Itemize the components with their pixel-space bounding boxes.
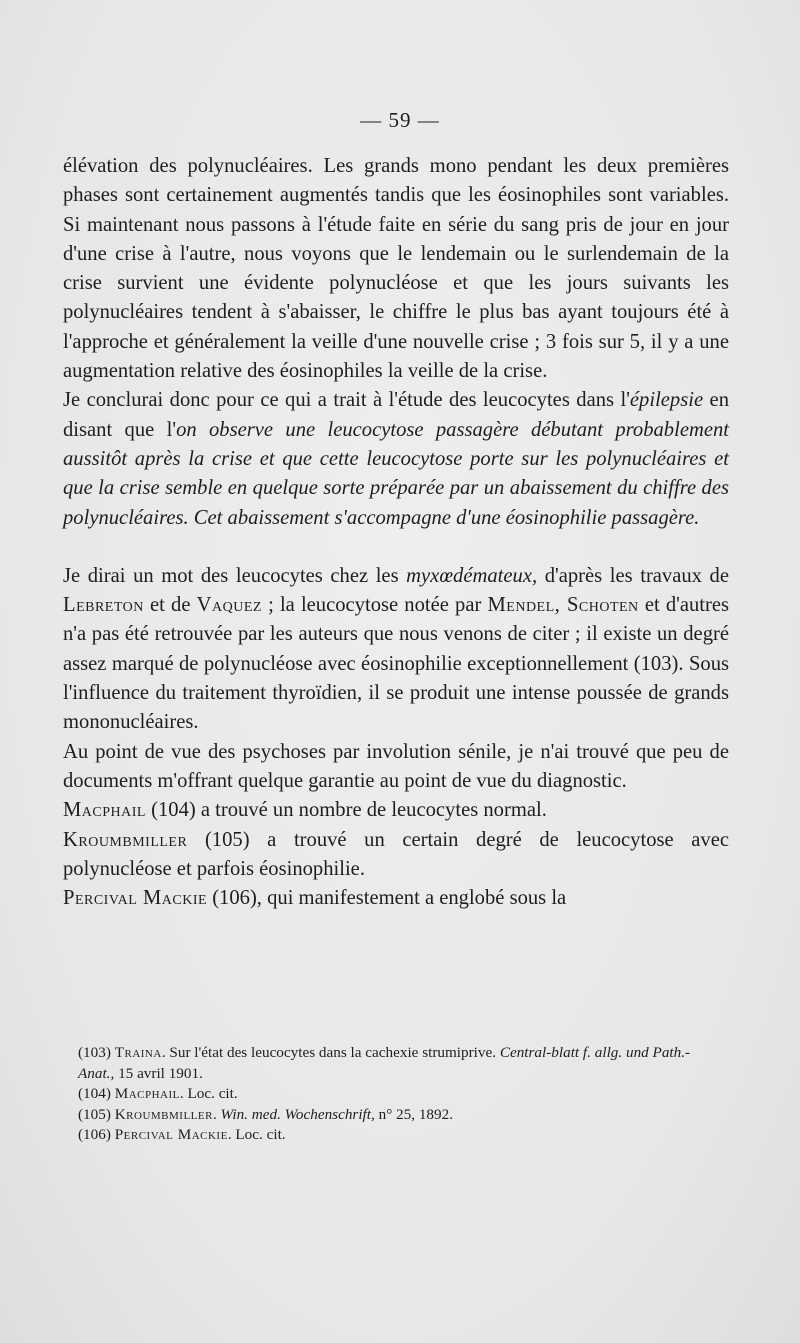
body-text [63,152,729,913]
paragraph-6: Kroumbmiller (105) a trouvé un certain degré de leucocytose avec polynucléose et parfois éosinophilie. [63,828,729,880]
footnote-106: (106) Percival Mackie. Loc. cit. [78,1126,286,1143]
paragraph-3: Je dirai un mot des leucocytes chez les myxœdémateux, d'après les travaux de Lebreton et de Vaquez ; la leucocytose notée par Mendel, Schoten et d'autres n'a pas été retrouvée par les auteurs que nous venons de citer ; il existe un degré assez marqué de polynucléose avec éosinophilie exceptionnellement (103). Sous l'influence du traitement thyroïdien, il se produit une intense poussée de grands mononucléaires. [63,564,729,734]
footnote-105: (105) Kroumbmiller. Win. med. Wochenschrift, n° 25, 1892. [78,1105,454,1123]
page-number: — 59 — [360,108,440,132]
paragraph-7: Percival Mackie (106), qui manifestement a englobé sous la [63,887,567,910]
paragraph-4: Au point de vue des psychoses par involution sénile, je n'ai trouvé que peu de documents m'offrant quelque garantie au point de vue du diagnostic. [63,740,729,792]
paragraph-gap [63,533,729,562]
footnote-104: (104) Macphail. Loc. cit. [78,1085,238,1102]
footnote-103: (103) Traina. Sur l'état des leucocytes dans la cachexie strumiprive. Central-blatt f. allg. und Path.-Anat., 15 avril 1901. [78,1044,691,1082]
footnotes [78,1043,726,1146]
paragraph-1: élévation des polynucléaires. Les grands mono pendant les deux premières phases sont certainement augmentés tandis que les éosinophiles sont variables. Si maintenant nous passons à l'étude faite en série du sang pris de jour en jour d'une crise à l'autre, nous voyons que le lendemain ou le surlendemain de la crise survient une évidente polynucléose et que les jours suivants les polynucléaires tendent à s'abaisser, le chiffre le plus bas ayant toujours été à l'approche et généralement la veille d'une nouvelle crise ; 3 fois sur 5, il y a une augmentation relative des éosinophiles la veille de la crise. [63,155,729,383]
paragraph-2: Je conclurai donc pour ce qui a trait à l'étude des leucocytes dans l'épilepsie en disant que l'on observe une leucocytose passagère débutant probablement aussitôt après la crise et que cette leucocytose porte sur les polynucléaires et que la crise semble en quelque sorte préparée par un abaissement du chiffre des polynucléaires. Cet abaissement s'accompagne d'une éosinophilie passagère. [63,389,730,529]
paragraph-5: Macphail (104) a trouvé un nombre de leucocytes normal. [63,799,547,822]
